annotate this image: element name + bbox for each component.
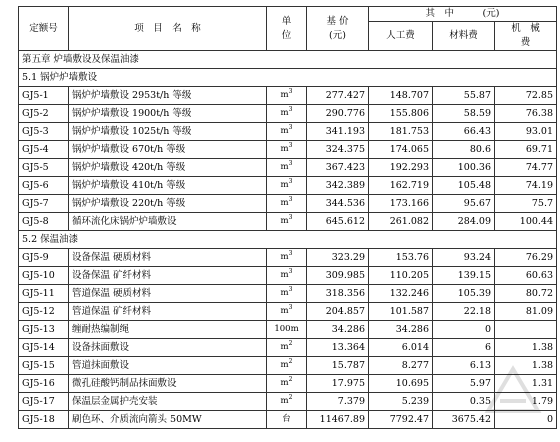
base-price-cell: 324.375 bbox=[307, 141, 369, 159]
quota-code-cell: GJ5-11 bbox=[19, 285, 69, 303]
table-row bbox=[19, 303, 557, 321]
table-row bbox=[19, 141, 557, 159]
base-price-cell: 15.787 bbox=[307, 357, 369, 375]
item-name-cell: 管道保温 硬质材料 bbox=[69, 285, 267, 303]
labor-cost-cell: 5.239 bbox=[369, 393, 433, 411]
unit-cell bbox=[267, 249, 307, 267]
quota-code-cell: GJ5-2 bbox=[19, 105, 69, 123]
table-row bbox=[19, 357, 557, 375]
table-row bbox=[19, 213, 557, 231]
machine-cost-cell: 1.38 bbox=[495, 357, 557, 375]
material-cost-cell: 6 bbox=[433, 339, 495, 357]
quota-code-cell: GJ5-3 bbox=[19, 123, 69, 141]
unit-exponent: 3 bbox=[288, 268, 293, 275]
base-price-cell: 318.356 bbox=[307, 285, 369, 303]
table-header bbox=[19, 7, 557, 51]
item-name-cell: 保温层金属护壳安装 bbox=[69, 393, 267, 411]
labor-cost-cell: 155.806 bbox=[369, 105, 433, 123]
unit-exponent: 3 bbox=[288, 106, 293, 113]
unit-exponent: 3 bbox=[288, 250, 293, 257]
header-material: 材料费 bbox=[433, 22, 495, 51]
quota-code-cell: GJ5-10 bbox=[19, 267, 69, 285]
quota-code-cell: GJ5-9 bbox=[19, 249, 69, 267]
unit-exponent: 2 bbox=[288, 376, 293, 383]
quota-code-cell: GJ5-8 bbox=[19, 213, 69, 231]
machine-cost-cell: 0 bbox=[495, 411, 557, 429]
table-row bbox=[19, 87, 557, 105]
table-row bbox=[19, 267, 557, 285]
machine-cost-cell: 74.19 bbox=[495, 177, 557, 195]
material-cost-cell: 93.24 bbox=[433, 249, 495, 267]
section-row bbox=[19, 69, 557, 87]
base-price-cell: 290.776 bbox=[307, 105, 369, 123]
quota-code-cell: GJ5-6 bbox=[19, 177, 69, 195]
item-name-cell: 刷色环、介质流向箭头 50MW bbox=[69, 411, 267, 429]
unit-text: m bbox=[280, 342, 289, 352]
unit-cell bbox=[267, 195, 307, 213]
labor-cost-cell: 174.065 bbox=[369, 141, 433, 159]
machine-cost-cell: 81.09 bbox=[495, 303, 557, 321]
quota-table-sheet bbox=[18, 6, 556, 429]
unit-text: m bbox=[280, 396, 289, 406]
quota-code-cell: GJ5-16 bbox=[19, 375, 69, 393]
header-of-which: 其 中 (元) bbox=[369, 7, 557, 22]
item-name-cell: 锅炉炉墙敷设 420t/h 等级 bbox=[69, 159, 267, 177]
item-name-cell: 锅炉炉墙敷设 670t/h 等级 bbox=[69, 141, 267, 159]
item-name-cell: 设备保温 矿纤材料 bbox=[69, 267, 267, 285]
machine-cost-cell: 80.72 bbox=[495, 285, 557, 303]
machine-cost-cell: 76.38 bbox=[495, 105, 557, 123]
unit-cell bbox=[267, 159, 307, 177]
labor-cost-cell: 173.166 bbox=[369, 195, 433, 213]
header-base-price: 基 价 (元) bbox=[307, 7, 369, 51]
unit-text: m bbox=[280, 198, 289, 208]
unit-cell bbox=[267, 339, 307, 357]
unit-text: m bbox=[280, 270, 289, 280]
unit-text: m bbox=[280, 216, 289, 226]
quota-code-cell: GJ5-12 bbox=[19, 303, 69, 321]
base-price-cell: 7.379 bbox=[307, 393, 369, 411]
section-row bbox=[19, 231, 557, 249]
unit-cell bbox=[267, 87, 307, 105]
machine-cost-cell: 60.63 bbox=[495, 267, 557, 285]
material-cost-cell: 66.43 bbox=[433, 123, 495, 141]
table-row bbox=[19, 123, 557, 141]
unit-cell bbox=[267, 213, 307, 231]
labor-cost-cell: 110.205 bbox=[369, 267, 433, 285]
header-code: 定额号 bbox=[19, 7, 69, 51]
item-name-cell: 管道抹面敷设 bbox=[69, 357, 267, 375]
quota-code-cell: GJ5-14 bbox=[19, 339, 69, 357]
machine-cost-cell: 75.7 bbox=[495, 195, 557, 213]
unit-exponent: 2 bbox=[288, 358, 293, 365]
item-name-cell: 锅炉炉墙敷设 2953t/h 等级 bbox=[69, 87, 267, 105]
machine-cost-cell: 76.29 bbox=[495, 249, 557, 267]
header-labor: 人工费 bbox=[369, 22, 433, 51]
unit-exponent: 3 bbox=[288, 160, 293, 167]
unit-cell bbox=[267, 375, 307, 393]
machine-cost-cell: 72.85 bbox=[495, 87, 557, 105]
unit-exponent: 3 bbox=[288, 304, 293, 311]
unit-text: 100m bbox=[274, 324, 299, 334]
machine-cost-cell: 93.01 bbox=[495, 123, 557, 141]
unit-text: m bbox=[280, 360, 289, 370]
unit-text: m bbox=[280, 126, 289, 136]
unit-cell bbox=[267, 393, 307, 411]
base-price-cell: 34.286 bbox=[307, 321, 369, 339]
labor-cost-cell: 261.082 bbox=[369, 213, 433, 231]
unit-cell bbox=[267, 105, 307, 123]
unit-text: m bbox=[280, 378, 289, 388]
labor-cost-cell: 192.293 bbox=[369, 159, 433, 177]
unit-cell bbox=[267, 321, 307, 339]
table-row bbox=[19, 105, 557, 123]
unit-exponent: 3 bbox=[288, 124, 293, 131]
material-cost-cell: 95.67 bbox=[433, 195, 495, 213]
unit-exponent: 3 bbox=[288, 178, 293, 185]
unit-text: m bbox=[280, 90, 289, 100]
unit-cell bbox=[267, 303, 307, 321]
unit-cell bbox=[267, 267, 307, 285]
material-cost-cell: 0.35 bbox=[433, 393, 495, 411]
table-row bbox=[19, 195, 557, 213]
unit-text: 台 bbox=[282, 414, 291, 424]
table-row bbox=[19, 249, 557, 267]
labor-cost-cell: 148.707 bbox=[369, 87, 433, 105]
quota-code-cell: GJ5-15 bbox=[19, 357, 69, 375]
item-name-cell: 锅炉炉墙敷设 410t/h 等级 bbox=[69, 177, 267, 195]
quota-code-cell: GJ5-18 bbox=[19, 411, 69, 429]
base-price-cell: 323.29 bbox=[307, 249, 369, 267]
material-cost-cell: 80.6 bbox=[433, 141, 495, 159]
unit-exponent: 3 bbox=[288, 142, 293, 149]
material-cost-cell: 105.39 bbox=[433, 285, 495, 303]
quota-code-cell: GJ5-5 bbox=[19, 159, 69, 177]
labor-cost-cell: 101.587 bbox=[369, 303, 433, 321]
item-name-cell: 管道保温 矿纤材料 bbox=[69, 303, 267, 321]
table-row bbox=[19, 393, 557, 411]
material-cost-cell: 3675.42 bbox=[433, 411, 495, 429]
table-row bbox=[19, 339, 557, 357]
table-row bbox=[19, 159, 557, 177]
base-price-cell: 341.193 bbox=[307, 123, 369, 141]
labor-cost-cell: 153.76 bbox=[369, 249, 433, 267]
material-cost-cell: 139.15 bbox=[433, 267, 495, 285]
material-cost-cell: 55.87 bbox=[433, 87, 495, 105]
unit-exponent: 3 bbox=[288, 286, 293, 293]
header-machine: 机 械 费 bbox=[495, 22, 557, 51]
machine-cost-cell bbox=[495, 321, 557, 339]
chapter-title: 第五章 炉墙敷设及保温油漆 bbox=[19, 51, 557, 69]
quota-code-cell: GJ5-13 bbox=[19, 321, 69, 339]
labor-cost-cell: 6.014 bbox=[369, 339, 433, 357]
machine-cost-cell: 69.71 bbox=[495, 141, 557, 159]
unit-cell bbox=[267, 177, 307, 195]
labor-cost-cell: 181.753 bbox=[369, 123, 433, 141]
unit-text: m bbox=[280, 180, 289, 190]
unit-cell bbox=[267, 285, 307, 303]
material-cost-cell: 284.09 bbox=[433, 213, 495, 231]
material-cost-cell: 0 bbox=[433, 321, 495, 339]
labor-cost-cell: 162.719 bbox=[369, 177, 433, 195]
table-row bbox=[19, 285, 557, 303]
table-row bbox=[19, 321, 557, 339]
base-price-cell: 17.975 bbox=[307, 375, 369, 393]
material-cost-cell: 6.13 bbox=[433, 357, 495, 375]
labor-cost-cell: 7792.47 bbox=[369, 411, 433, 429]
quota-table bbox=[18, 6, 557, 429]
machine-cost-cell: 1.79 bbox=[495, 393, 557, 411]
unit-text: m bbox=[280, 144, 289, 154]
unit-text: m bbox=[280, 108, 289, 118]
item-name-cell: 设备抹面敷设 bbox=[69, 339, 267, 357]
item-name-cell: 锅炉炉墙敷设 1900t/h 等级 bbox=[69, 105, 267, 123]
table-row bbox=[19, 177, 557, 195]
material-cost-cell: 5.97 bbox=[433, 375, 495, 393]
base-price-cell: 11467.89 bbox=[307, 411, 369, 429]
item-name-cell: 缠耐热编制绳 bbox=[69, 321, 267, 339]
material-cost-cell: 58.59 bbox=[433, 105, 495, 123]
base-price-cell: 645.612 bbox=[307, 213, 369, 231]
unit-cell bbox=[267, 141, 307, 159]
machine-cost-cell: 1.31 bbox=[495, 375, 557, 393]
item-name-cell: 微孔硅酸钙制品抹面敷设 bbox=[69, 375, 267, 393]
item-name-cell: 锅炉炉墙敷设 1025t/h 等级 bbox=[69, 123, 267, 141]
quota-code-cell: GJ5-17 bbox=[19, 393, 69, 411]
unit-text: m bbox=[280, 252, 289, 262]
quota-code-cell: GJ5-4 bbox=[19, 141, 69, 159]
header-unit: 单 位 bbox=[267, 7, 307, 51]
quota-code-cell: GJ5-1 bbox=[19, 87, 69, 105]
material-cost-cell: 105.48 bbox=[433, 177, 495, 195]
base-price-cell: 13.364 bbox=[307, 339, 369, 357]
item-name-cell: 锅炉炉墙敷设 220t/h 等级 bbox=[69, 195, 267, 213]
unit-exponent: 2 bbox=[288, 394, 293, 401]
labor-cost-cell: 132.246 bbox=[369, 285, 433, 303]
machine-cost-cell: 1.38 bbox=[495, 339, 557, 357]
labor-cost-cell: 10.695 bbox=[369, 375, 433, 393]
unit-exponent: 3 bbox=[288, 196, 293, 203]
machine-cost-cell: 100.44 bbox=[495, 213, 557, 231]
base-price-cell: 277.427 bbox=[307, 87, 369, 105]
table-row bbox=[19, 411, 557, 429]
unit-exponent: 3 bbox=[288, 214, 293, 221]
unit-exponent: 3 bbox=[288, 88, 293, 95]
unit-text: m bbox=[280, 162, 289, 172]
base-price-cell: 342.389 bbox=[307, 177, 369, 195]
chapter-row bbox=[19, 51, 557, 69]
quota-code-cell: GJ5-7 bbox=[19, 195, 69, 213]
labor-cost-cell: 8.277 bbox=[369, 357, 433, 375]
section-title: 5.1 锅炉炉墙敷设 bbox=[19, 69, 557, 87]
unit-cell bbox=[267, 357, 307, 375]
base-price-cell: 367.423 bbox=[307, 159, 369, 177]
material-cost-cell: 100.36 bbox=[433, 159, 495, 177]
item-name-cell: 循环流化床锅炉炉墙敷设 bbox=[69, 213, 267, 231]
material-cost-cell: 22.18 bbox=[433, 303, 495, 321]
table-row bbox=[19, 375, 557, 393]
unit-exponent: 2 bbox=[288, 340, 293, 347]
unit-cell bbox=[267, 411, 307, 429]
base-price-cell: 204.857 bbox=[307, 303, 369, 321]
header-item: 项 目 名 称 bbox=[69, 7, 267, 51]
machine-cost-cell: 74.77 bbox=[495, 159, 557, 177]
unit-text: m bbox=[280, 288, 289, 298]
unit-cell bbox=[267, 123, 307, 141]
base-price-cell: 309.985 bbox=[307, 267, 369, 285]
base-price-cell: 344.536 bbox=[307, 195, 369, 213]
labor-cost-cell: 34.286 bbox=[369, 321, 433, 339]
table-body bbox=[19, 51, 557, 429]
item-name-cell: 设备保温 硬质材料 bbox=[69, 249, 267, 267]
unit-text: m bbox=[280, 306, 289, 316]
section-title: 5.2 保温油漆 bbox=[19, 231, 557, 249]
